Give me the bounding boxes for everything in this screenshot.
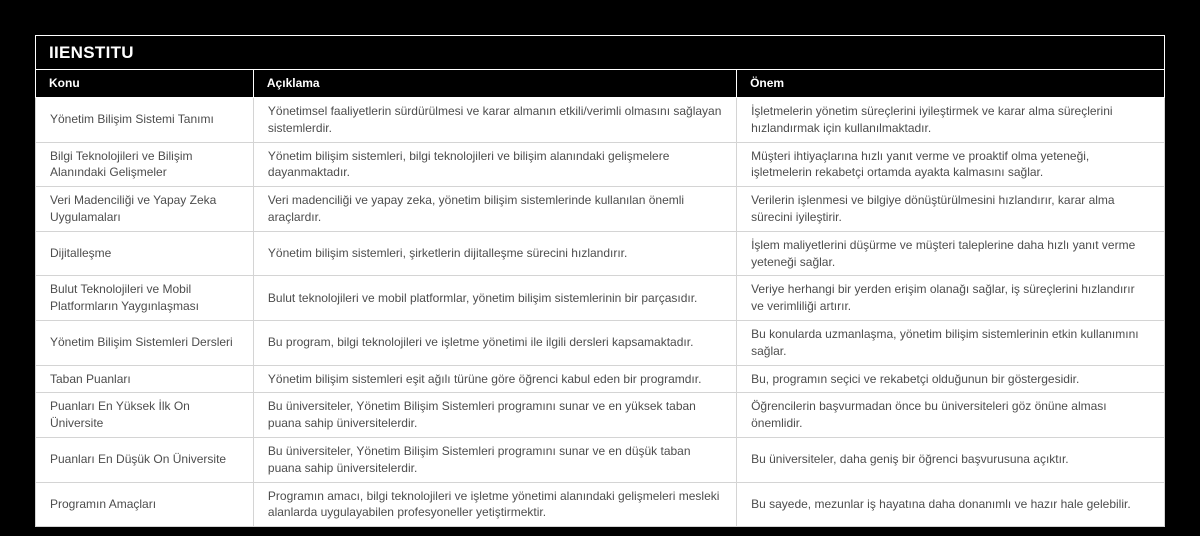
cell-onem: İşlem maliyetlerini düşürme ve müşteri taleplerine daha hızlı yanıt verme yeteneği sağlar. bbox=[737, 231, 1165, 276]
cell-konu: Programın Amaçları bbox=[36, 482, 254, 527]
cell-aciklama: Programın amacı, bilgi teknolojileri ve işletme yönetimi alanındaki gelişmeleri mesleki alanlarda uygulayabilen profesyoneller yetiştirmektir. bbox=[253, 482, 736, 527]
table-row bbox=[36, 437, 1165, 482]
header-row bbox=[36, 70, 1165, 98]
cell-aciklama: Veri madenciliği ve yapay zeka, yönetim bilişim sistemlerinde kullanılan önemli araçlardır. bbox=[253, 187, 736, 232]
cell-onem: Veriye herhangi bir yerden erişim olanağı sağlar, iş süreçlerini hızlandırır ve verimliliği artırır. bbox=[737, 276, 1165, 321]
page-title: IIENSTITU bbox=[36, 36, 1165, 70]
cell-aciklama: Bu üniversiteler, Yönetim Bilişim Sistemleri programını sunar ve en yüksek taban puana sahip üniversitelerdir. bbox=[253, 393, 736, 438]
cell-konu: Puanları En Yüksek İlk On Üniversite bbox=[36, 393, 254, 438]
title-row bbox=[36, 36, 1165, 70]
table-row bbox=[36, 142, 1165, 187]
cell-konu: Taban Puanları bbox=[36, 365, 254, 393]
cell-konu: Puanları En Düşük On Üniversite bbox=[36, 437, 254, 482]
cell-konu: Dijitalleşme bbox=[36, 231, 254, 276]
table-row bbox=[36, 320, 1165, 365]
cell-aciklama: Yönetim bilişim sistemleri, bilgi teknolojileri ve bilişim alanındaki gelişmelere dayanmaktadır. bbox=[253, 142, 736, 187]
table-row bbox=[36, 365, 1165, 393]
cell-onem: Bu üniversiteler, daha geniş bir öğrenci başvurusuna açıktır. bbox=[737, 437, 1165, 482]
column-header-konu: Konu bbox=[36, 70, 254, 98]
content-table-container bbox=[35, 35, 1165, 527]
info-table bbox=[35, 35, 1165, 527]
cell-onem: Öğrencilerin başvurmadan önce bu üniversiteleri göz önüne alması önemlidir. bbox=[737, 393, 1165, 438]
cell-onem: Bu sayede, mezunlar iş hayatına daha donanımlı ve hazır hale gelebilir. bbox=[737, 482, 1165, 527]
cell-konu: Bulut Teknolojileri ve Mobil Platformların Yaygınlaşması bbox=[36, 276, 254, 321]
cell-onem: Bu, programın seçici ve rekabetçi olduğunun bir göstergesidir. bbox=[737, 365, 1165, 393]
table-row bbox=[36, 276, 1165, 321]
cell-aciklama: Bulut teknolojileri ve mobil platformlar, yönetim bilişim sistemlerinin bir parçasıdır. bbox=[253, 276, 736, 321]
table-row bbox=[36, 482, 1165, 527]
table-row bbox=[36, 231, 1165, 276]
table-row bbox=[36, 187, 1165, 232]
table-body bbox=[36, 98, 1165, 527]
cell-konu: Yönetim Bilişim Sistemi Tanımı bbox=[36, 98, 254, 143]
column-header-aciklama: Açıklama bbox=[253, 70, 736, 98]
cell-onem: İşletmelerin yönetim süreçlerini iyileştirmek ve karar alma süreçlerini hızlandırmak için kullanılmaktadır. bbox=[737, 98, 1165, 143]
cell-aciklama: Yönetimsel faaliyetlerin sürdürülmesi ve karar almanın etkili/verimli olmasını sağlayan sistemlerdir. bbox=[253, 98, 736, 143]
cell-onem: Müşteri ihtiyaçlarına hızlı yanıt verme ve proaktif olma yeteneği, işletmelerin rekabetçi ortamda ayakta kalmasını sağlar. bbox=[737, 142, 1165, 187]
cell-konu: Veri Madenciliği ve Yapay Zeka Uygulamaları bbox=[36, 187, 254, 232]
table-row bbox=[36, 98, 1165, 143]
cell-aciklama: Bu üniversiteler, Yönetim Bilişim Sistemleri programını sunar ve en düşük taban puana sahip üniversitelerdir. bbox=[253, 437, 736, 482]
cell-aciklama: Bu program, bilgi teknolojileri ve işletme yönetimi ile ilgili dersleri kapsamaktadır. bbox=[253, 320, 736, 365]
cell-onem: Bu konularda uzmanlaşma, yönetim bilişim sistemlerinin etkin kullanımını sağlar. bbox=[737, 320, 1165, 365]
cell-aciklama: Yönetim bilişim sistemleri, şirketlerin dijitalleşme sürecini hızlandırır. bbox=[253, 231, 736, 276]
cell-onem: Verilerin işlenmesi ve bilgiye dönüştürülmesini hızlandırır, karar alma sürecini iyileştirir. bbox=[737, 187, 1165, 232]
table-row bbox=[36, 393, 1165, 438]
column-header-onem: Önem bbox=[737, 70, 1165, 98]
cell-konu: Yönetim Bilişim Sistemleri Dersleri bbox=[36, 320, 254, 365]
cell-konu: Bilgi Teknolojileri ve Bilişim Alanındaki Gelişmeler bbox=[36, 142, 254, 187]
cell-aciklama: Yönetim bilişim sistemleri eşit ağılı türüne göre öğrenci kabul eden bir programdır. bbox=[253, 365, 736, 393]
